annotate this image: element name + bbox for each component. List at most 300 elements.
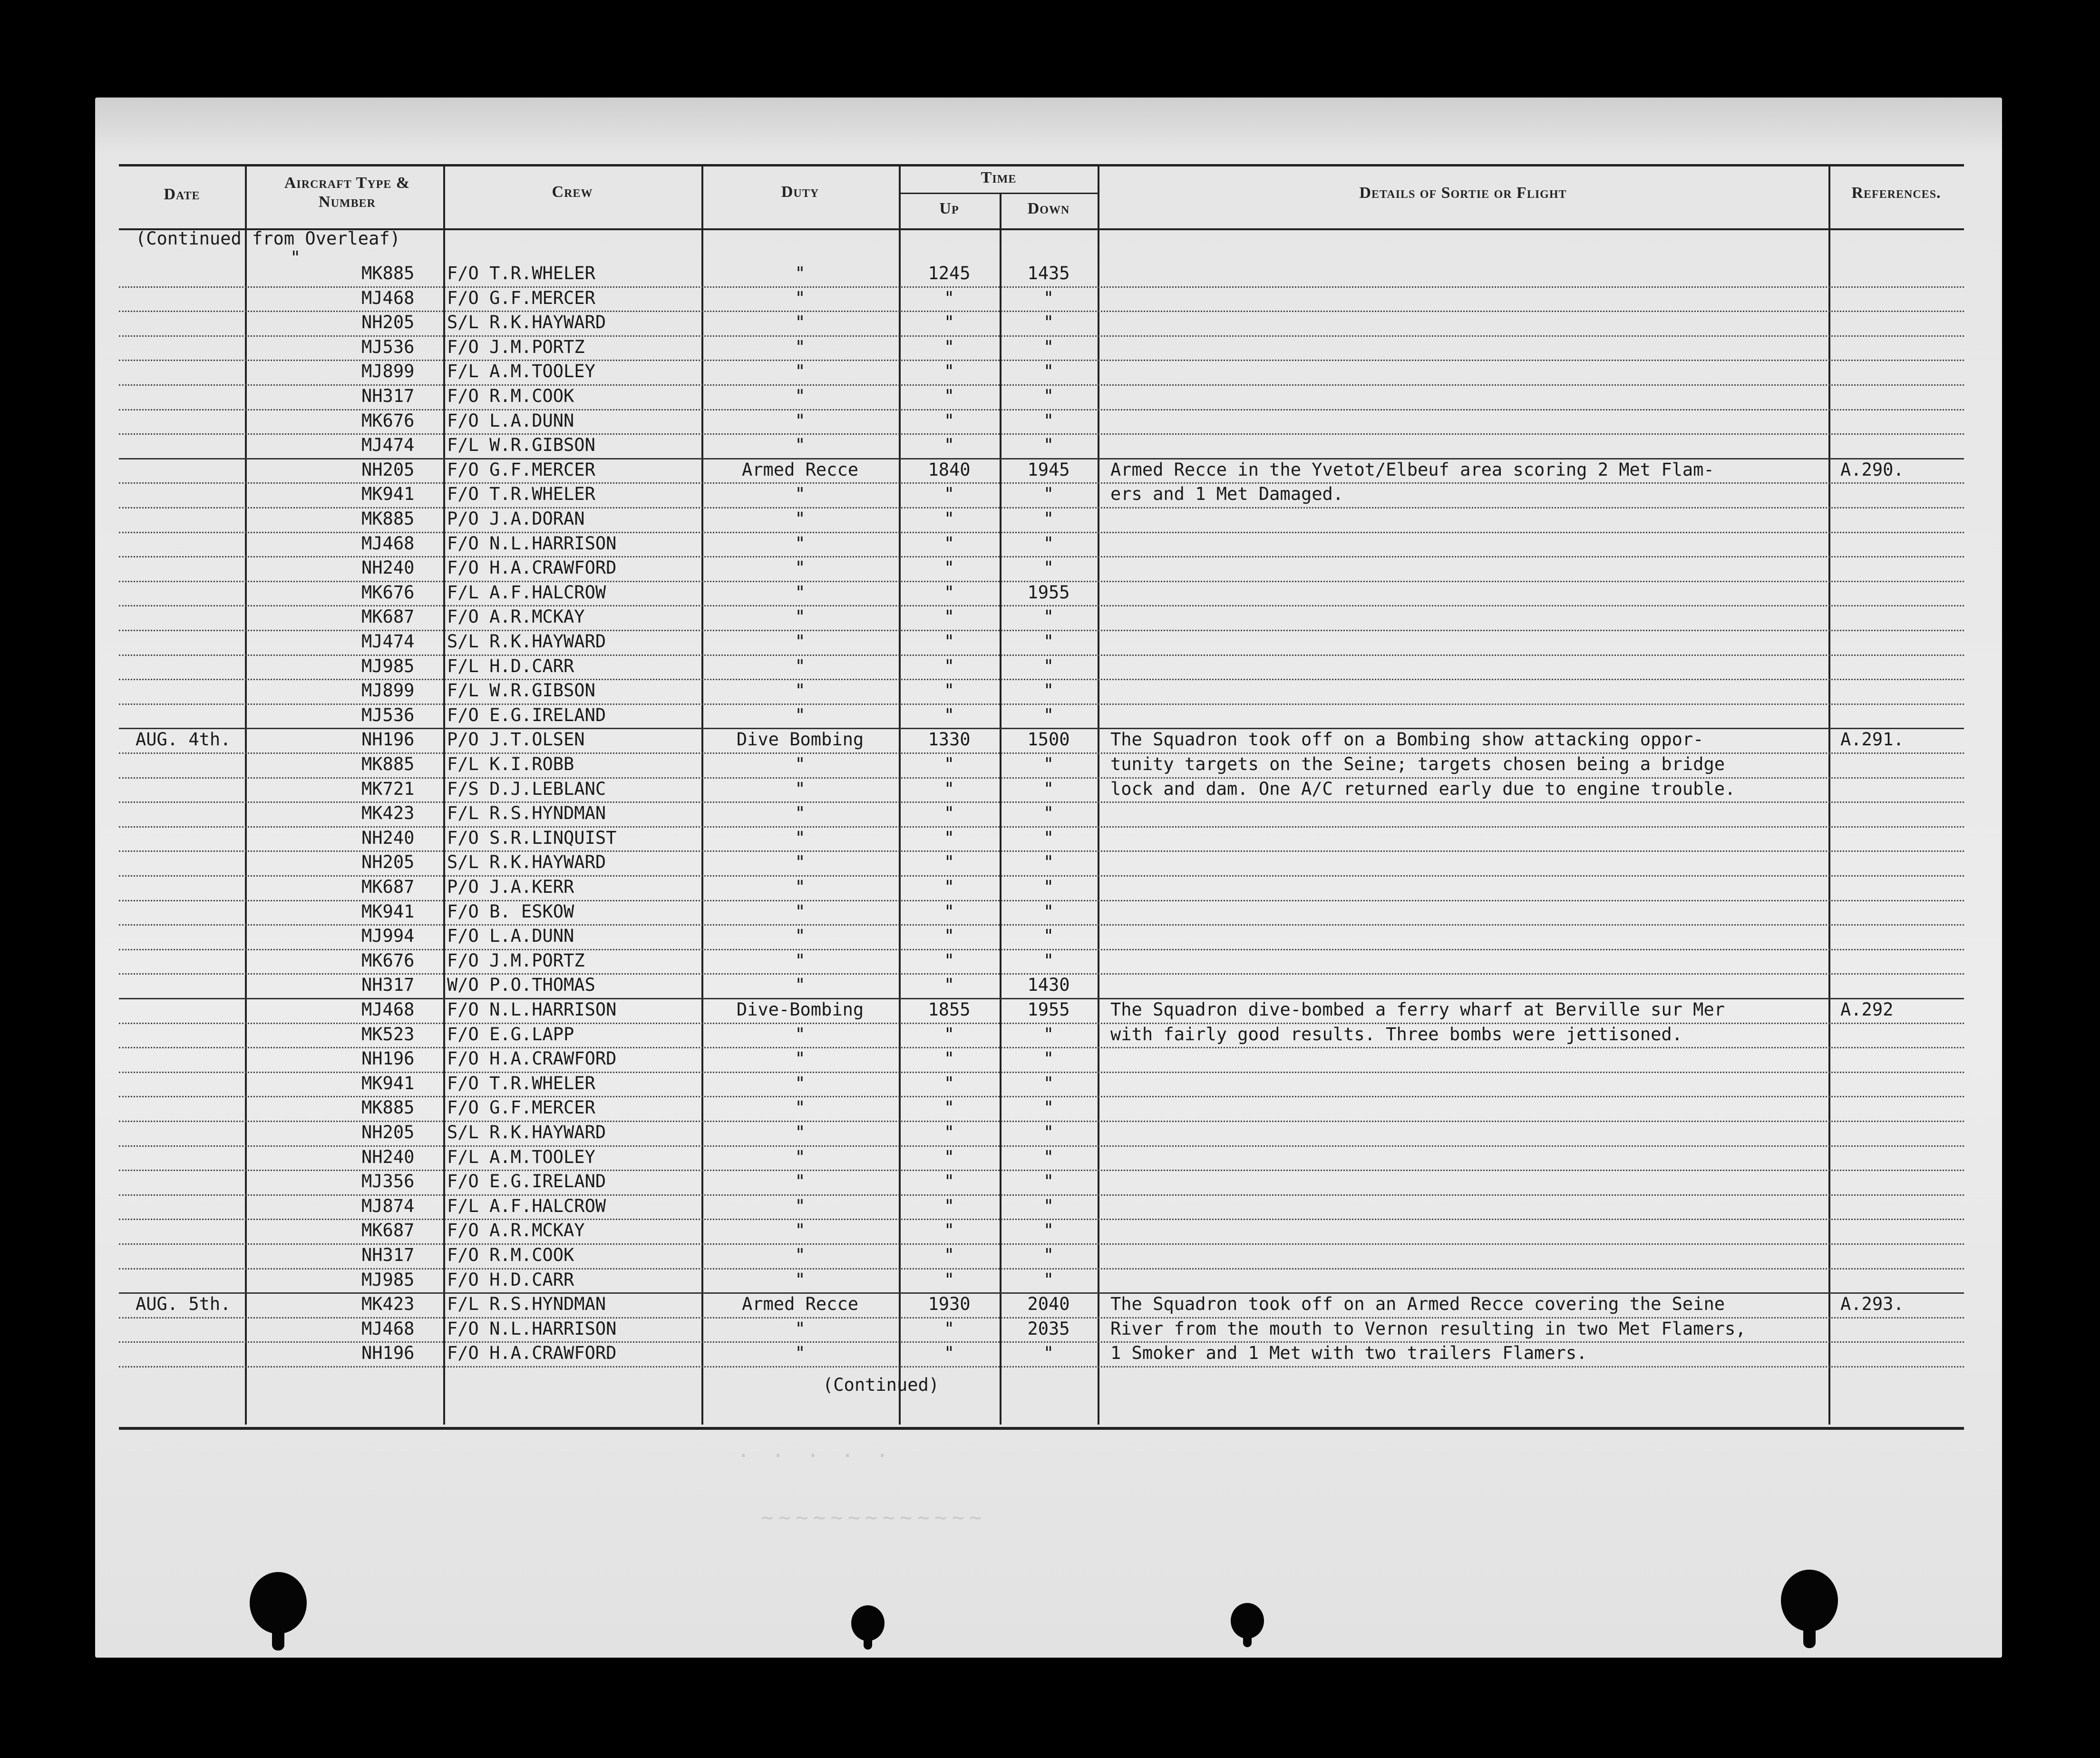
header-up: Up [939, 200, 959, 217]
table-row [119, 1121, 1964, 1147]
row-crew: F/L H.D.CARR [447, 655, 574, 676]
row-aircraft: MJ994 [361, 926, 415, 947]
row-duty: Armed Recce [741, 1294, 859, 1315]
time-subheader-rule [899, 193, 1099, 194]
table-row [119, 924, 1964, 950]
table-row [119, 482, 1964, 508]
row-time-down: " [1043, 1220, 1054, 1241]
row-duty: " [795, 1269, 806, 1290]
row-duty: " [795, 1097, 806, 1118]
row-time-up: 1245 [928, 263, 971, 283]
row-time-down: " [1043, 533, 1054, 554]
row-duty: " [795, 533, 806, 554]
table-row [119, 900, 1964, 926]
table-row [119, 433, 1964, 459]
table-row [119, 1268, 1964, 1294]
table-row [119, 1096, 1964, 1122]
row-aircraft: NH240 [361, 827, 415, 848]
row-time-up: " [943, 778, 955, 799]
row-duty: " [795, 1245, 806, 1265]
row-details: tunity targets on the Seine; targets chosen being a bridge [1110, 754, 1725, 774]
row-aircraft: MK676 [361, 950, 415, 971]
header-down: Down [1027, 200, 1070, 217]
row-aircraft: MJ874 [361, 1195, 415, 1216]
row-crew: W/O P.O.THOMAS [447, 975, 595, 996]
row-time-down: " [1043, 312, 1054, 333]
row-crew: F/L K.I.ROBB [447, 754, 574, 774]
row-time-down: " [1043, 287, 1054, 308]
row-time-down: 1945 [1027, 459, 1070, 480]
table-row [119, 973, 1964, 999]
row-aircraft: NH240 [361, 557, 415, 578]
row-reference: A.293. [1840, 1294, 1904, 1315]
row-time-up: " [943, 754, 955, 774]
row-time-down: 2035 [1027, 1318, 1070, 1339]
row-crew: P/O J.A.DORAN [447, 508, 585, 529]
row-crew: F/L A.M.TOOLEY [447, 1146, 595, 1167]
row-aircraft: MK676 [361, 582, 415, 603]
table-row [119, 1170, 1964, 1196]
row-crew: F/L A.M.TOOLEY [447, 361, 595, 382]
row-duty: " [795, 852, 806, 873]
row-time-up: " [943, 1318, 955, 1339]
row-duty: " [795, 508, 806, 529]
row-aircraft: MK676 [361, 410, 415, 431]
row-time-down: 1435 [1027, 263, 1070, 283]
row-time-down: " [1043, 704, 1054, 725]
row-aircraft: MJ985 [361, 1269, 415, 1290]
row-duty: " [795, 704, 806, 725]
row-crew: F/O N.L.HARRISON [447, 999, 617, 1020]
row-time-down: " [1043, 631, 1054, 652]
row-duty: " [795, 263, 806, 283]
row-time-down: " [1043, 778, 1054, 799]
row-duty: " [795, 1048, 806, 1069]
continued-from-overleaf: (Continued from Overleaf) [136, 228, 400, 249]
row-time-up: " [943, 877, 955, 897]
row-time-up: " [943, 680, 955, 701]
row-time-down: " [1043, 1171, 1054, 1192]
row-time-down: " [1043, 386, 1054, 406]
row-duty: " [795, 1073, 806, 1094]
row-crew: F/O N.L.HARRISON [447, 1318, 617, 1339]
row-duty: " [795, 557, 806, 578]
row-time-down: " [1043, 606, 1054, 627]
row-duty: " [795, 680, 806, 701]
header-date: Date [164, 186, 200, 203]
row-duty: " [795, 926, 806, 947]
row-aircraft: NH196 [361, 1048, 415, 1069]
row-time-up: " [943, 606, 955, 627]
row-aircraft: MJ536 [361, 336, 415, 357]
row-time-down: " [1043, 1195, 1054, 1216]
binder-hole-center-left [851, 1605, 885, 1641]
row-aircraft: MK941 [361, 1073, 415, 1094]
row-crew: F/O R.M.COOK [447, 1245, 574, 1265]
row-aircraft: NH205 [361, 1122, 415, 1143]
row-time-down: " [1043, 827, 1054, 848]
row-aircraft: MJ468 [361, 999, 415, 1020]
row-crew: F/S D.J.LEBLANC [447, 778, 606, 799]
header-time: Time [981, 169, 1017, 186]
row-crew: F/O S.R.LINQUIST [447, 827, 617, 848]
row-time-down: 2040 [1027, 1294, 1070, 1315]
row-duty: " [795, 1343, 806, 1364]
row-time-down: " [1043, 1343, 1054, 1364]
row-time-down: " [1043, 508, 1054, 529]
row-time-down: " [1043, 410, 1054, 431]
row-duty: " [795, 435, 806, 456]
row-crew: F/O N.L.HARRISON [447, 533, 617, 554]
row-time-down: " [1043, 1146, 1054, 1167]
table-row [119, 1194, 1964, 1221]
row-aircraft: MJ468 [361, 287, 415, 308]
row-date: AUG. 4th. [136, 729, 231, 750]
row-time-up: " [943, 631, 955, 652]
table-row [119, 777, 1964, 803]
table-row [119, 1023, 1964, 1049]
row-time-up: " [943, 1171, 955, 1192]
row-aircraft: MJ356 [361, 1171, 415, 1192]
row-time-up: 1840 [928, 459, 971, 480]
row-duty: " [795, 1171, 806, 1192]
row-aircraft: NH196 [361, 1343, 415, 1364]
row-crew: F/O L.A.DUNN [447, 926, 574, 947]
row-time-down: " [1043, 926, 1054, 947]
row-crew: F/O H.A.CRAWFORD [447, 1048, 617, 1069]
table-row [119, 286, 1964, 313]
row-duty: " [795, 655, 806, 676]
row-duty: " [795, 1024, 806, 1045]
row-crew: F/O T.R.WHELER [447, 484, 595, 505]
row-crew: F/O E.G.IRELAND [447, 1171, 606, 1192]
row-crew: F/O T.R.WHELER [447, 1073, 595, 1094]
row-aircraft: MJ468 [361, 1318, 415, 1339]
row-details: lock and dam. One A/C returned early due to engine trouble. [1110, 778, 1736, 799]
row-crew: F/O R.M.COOK [447, 386, 574, 406]
row-time-down: " [1043, 680, 1054, 701]
row-crew: F/O A.R.MCKAY [447, 606, 585, 627]
row-details: The Squadron took off on an Armed Recce covering the Seine [1110, 1294, 1725, 1315]
row-time-down: " [1043, 1048, 1054, 1069]
row-details: The Squadron took off on a Bombing show attacking oppor- [1110, 729, 1704, 750]
table-row [119, 605, 1964, 631]
row-crew: F/O J.M.PORTZ [447, 336, 585, 357]
table-row [119, 630, 1964, 656]
table-row [119, 826, 1964, 852]
row-crew: S/L R.K.HAYWARD [447, 852, 606, 873]
row-duty: " [795, 582, 806, 603]
row-aircraft: MK885 [361, 263, 415, 283]
row-aircraft: MK423 [361, 1294, 415, 1315]
row-aircraft: MK687 [361, 1220, 415, 1241]
row-duty: " [795, 386, 806, 406]
row-crew: F/L R.S.HYNDMAN [447, 803, 606, 824]
row-crew: F/L R.S.HYNDMAN [447, 1294, 606, 1315]
table-row [119, 654, 1964, 681]
row-time-up: " [943, 312, 955, 333]
table-row [119, 703, 1964, 730]
row-duty: " [795, 827, 806, 848]
row-crew: F/L A.F.HALCROW [447, 582, 606, 603]
table-row [119, 679, 1964, 705]
table-row [119, 801, 1964, 828]
table-row [119, 507, 1964, 533]
row-duty: " [795, 975, 806, 996]
row-duty: " [795, 606, 806, 627]
table-row [119, 458, 1964, 484]
row-aircraft: MK687 [361, 877, 415, 897]
row-time-down: " [1043, 484, 1054, 505]
row-reference: A.290. [1840, 459, 1904, 480]
row-time-up: " [943, 1122, 955, 1143]
header-details: Details of Sortie or Flight [1359, 184, 1567, 202]
row-time-up: " [943, 1269, 955, 1290]
row-time-down: 1955 [1027, 999, 1070, 1020]
row-time-down: " [1043, 877, 1054, 897]
row-duty: " [795, 287, 806, 308]
row-time-up: " [943, 1195, 955, 1216]
row-time-down: " [1043, 655, 1054, 676]
binder-hole-left [250, 1572, 307, 1634]
row-time-up: " [943, 410, 955, 431]
row-duty: " [795, 877, 806, 897]
table-row [119, 998, 1964, 1024]
row-time-up: 1930 [928, 1294, 971, 1315]
row-time-up: " [943, 1024, 955, 1045]
row-crew: F/O E.G.IRELAND [447, 704, 606, 725]
row-duty: " [795, 336, 806, 357]
row-duty: " [795, 901, 806, 922]
row-time-up: " [943, 508, 955, 529]
row-crew: F/L A.F.HALCROW [447, 1195, 606, 1216]
row-time-up: " [943, 582, 955, 603]
row-duty: " [795, 1318, 806, 1339]
row-time-down: " [1043, 950, 1054, 971]
row-crew: P/O J.T.OLSEN [447, 729, 585, 750]
row-crew: S/L R.K.HAYWARD [447, 312, 606, 333]
row-time-up: " [943, 361, 955, 382]
row-duty: " [795, 631, 806, 652]
continued-label: (Continued) [823, 1375, 940, 1395]
row-crew: F/O E.G.LAPP [447, 1024, 574, 1045]
row-time-down: " [1043, 557, 1054, 578]
table-row [119, 1145, 1964, 1172]
row-crew: F/O J.M.PORTZ [447, 950, 585, 971]
table-row [119, 949, 1964, 975]
row-time-down: 1430 [1027, 975, 1070, 996]
row-crew: F/O G.F.MERCER [447, 287, 595, 308]
table-row [119, 556, 1964, 582]
table-row [119, 875, 1964, 901]
table-row [119, 384, 1964, 410]
row-time-up: " [943, 1245, 955, 1265]
row-aircraft: MK885 [361, 754, 415, 774]
row-time-down: " [1043, 435, 1054, 456]
row-time-down: " [1043, 754, 1054, 774]
row-date: AUG. 5th. [136, 1294, 231, 1315]
row-aircraft: NH196 [361, 729, 415, 750]
row-time-up: " [943, 655, 955, 676]
row-aircraft: MJ985 [361, 655, 415, 676]
row-aircraft: NH205 [361, 312, 415, 333]
table-row [119, 1292, 1964, 1318]
row-duty: Armed Recce [741, 459, 859, 480]
row-duty: " [795, 1122, 806, 1143]
row-aircraft: MK687 [361, 606, 415, 627]
row-duty: Dive-Bombing [736, 999, 864, 1020]
row-aircraft: MJ474 [361, 631, 415, 652]
row-crew: F/O T.R.WHELER [447, 263, 595, 283]
row-details: River from the mouth to Vernon resulting in two Met Flamers, [1110, 1318, 1746, 1339]
row-time-down: " [1043, 336, 1054, 357]
row-time-up: " [943, 1146, 955, 1167]
row-aircraft: NH205 [361, 852, 415, 873]
row-aircraft: MJ474 [361, 435, 415, 456]
row-crew: S/L R.K.HAYWARD [447, 631, 606, 652]
row-time-down: " [1043, 1269, 1054, 1290]
row-duty: " [795, 361, 806, 382]
row-reference: A.292 [1840, 999, 1894, 1020]
row-aircraft: MK941 [361, 484, 415, 505]
row-details: with fairly good results. Three bombs were jettisoned. [1110, 1024, 1682, 1045]
row-aircraft: NH317 [361, 386, 415, 406]
row-time-up: " [943, 803, 955, 824]
row-time-down: " [1043, 361, 1054, 382]
row-aircraft: MK885 [361, 1097, 415, 1118]
row-time-down: " [1043, 803, 1054, 824]
table-row [119, 1219, 1964, 1245]
table-row [119, 728, 1964, 754]
row-time-up: " [943, 386, 955, 406]
row-time-down: " [1043, 1097, 1054, 1118]
row-time-up: " [943, 484, 955, 505]
table-row [119, 1317, 1964, 1343]
row-crew: S/L R.K.HAYWARD [447, 1122, 606, 1143]
bleed-through-text-2: ~~~~~~~~~~~~~ [761, 1505, 987, 1530]
row-aircraft: MK523 [361, 1024, 415, 1045]
row-aircraft: MJ899 [361, 361, 415, 382]
row-time-down: 1955 [1027, 582, 1070, 603]
table-row [119, 532, 1964, 558]
row-details: ers and 1 Met Damaged. [1110, 484, 1344, 505]
row-crew: F/O A.R.MCKAY [447, 1220, 585, 1241]
row-aircraft: MJ468 [361, 533, 415, 554]
table-row [119, 335, 1964, 361]
header-duty: Duty [781, 183, 819, 201]
row-duty: " [795, 778, 806, 799]
row-time-up: 1855 [928, 999, 971, 1020]
row-duty: " [795, 312, 806, 333]
ditto-mark: " [290, 247, 301, 268]
row-details: 1 Smoker and 1 Met with two trailers Flamers. [1110, 1343, 1587, 1364]
row-aircraft: NH240 [361, 1146, 415, 1167]
row-duty: " [795, 1195, 806, 1216]
row-crew: F/O H.D.CARR [447, 1269, 574, 1290]
row-duty: " [795, 1220, 806, 1241]
row-time-down: " [1043, 901, 1054, 922]
row-details: The Squadron dive-bombed a ferry wharf at Berville sur Mer [1110, 999, 1725, 1020]
row-duty: " [795, 803, 806, 824]
row-duty: " [795, 410, 806, 431]
table-row [119, 409, 1964, 435]
row-crew: F/O L.A.DUNN [447, 410, 574, 431]
header-crew: Crew [552, 183, 593, 201]
row-time-down: " [1043, 852, 1054, 873]
row-duty: " [795, 484, 806, 505]
table-row [119, 262, 1964, 288]
row-aircraft: MK423 [361, 803, 415, 824]
row-time-up: " [943, 975, 955, 996]
row-crew: F/O B. ESKOW [447, 901, 574, 922]
table-row [119, 850, 1964, 877]
table-row [119, 1072, 1964, 1098]
row-time-up: " [943, 704, 955, 725]
operations-record-form [119, 164, 1964, 1429]
row-aircraft: MJ899 [361, 680, 415, 701]
row-time-down: " [1043, 1024, 1054, 1045]
row-aircraft: NH205 [361, 459, 415, 480]
header-aircraft: Aircraft Type & Number [284, 174, 410, 211]
row-time-up: " [943, 1097, 955, 1118]
bottom-rule [119, 1427, 1964, 1430]
table-row [119, 581, 1964, 607]
row-time-up: " [943, 901, 955, 922]
row-crew: P/O J.A.KERR [447, 877, 574, 897]
row-crew: F/L W.R.GIBSON [447, 435, 595, 456]
table-row [119, 1341, 1964, 1367]
row-time-up: " [943, 827, 955, 848]
row-duty: Dive Bombing [736, 729, 864, 750]
row-aircraft: MK885 [361, 508, 415, 529]
table-row [119, 360, 1964, 386]
row-time-up: " [943, 1048, 955, 1069]
row-time-up: " [943, 1220, 955, 1241]
header-references: References. [1851, 184, 1941, 202]
table-row [119, 311, 1964, 337]
row-details: Armed Recce in the Yvetot/Elbeuf area scoring 2 Met Flam- [1110, 459, 1714, 480]
bleed-through-text: · · · · · [737, 1444, 894, 1468]
row-time-up: 1330 [928, 729, 971, 750]
row-time-down: " [1043, 1073, 1054, 1094]
row-duty: " [795, 1146, 806, 1167]
row-crew: F/O H.A.CRAWFORD [447, 1343, 617, 1364]
table-row [119, 752, 1964, 779]
row-duty: " [795, 950, 806, 971]
row-time-up: " [943, 950, 955, 971]
row-time-up: " [943, 533, 955, 554]
row-reference: A.291. [1840, 729, 1904, 750]
row-time-up: " [943, 336, 955, 357]
row-crew: F/L W.R.GIBSON [447, 680, 595, 701]
row-crew: F/O G.F.MERCER [447, 1097, 595, 1118]
row-aircraft: MJ536 [361, 704, 415, 725]
row-crew: F/O H.A.CRAWFORD [447, 557, 617, 578]
binder-hole-right [1781, 1570, 1838, 1631]
table-row [119, 1047, 1964, 1073]
row-duty: " [795, 754, 806, 774]
row-crew: F/O G.F.MERCER [447, 459, 595, 480]
row-time-down: 1500 [1027, 729, 1070, 750]
row-time-up: " [943, 1073, 955, 1094]
row-aircraft: NH317 [361, 1245, 415, 1265]
row-time-up: " [943, 287, 955, 308]
row-time-down: " [1043, 1122, 1054, 1143]
row-time-down: " [1043, 1245, 1054, 1265]
row-aircraft: MK941 [361, 901, 415, 922]
row-time-up: " [943, 1343, 955, 1364]
row-aircraft: MK721 [361, 778, 415, 799]
